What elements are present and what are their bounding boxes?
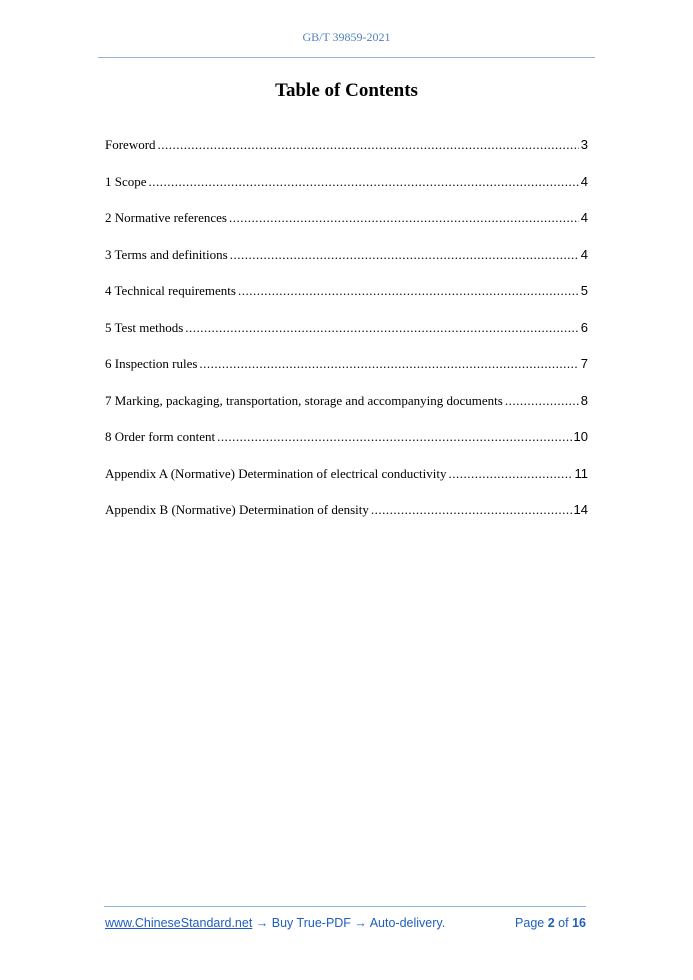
dot-leader bbox=[449, 466, 573, 482]
toc-entry-label: 2 Normative references bbox=[105, 210, 227, 225]
toc-entry-scope[interactable] bbox=[105, 174, 588, 211]
page-label: Page bbox=[515, 916, 545, 930]
toc-entry-page: 6 bbox=[580, 319, 588, 335]
dot-leader bbox=[371, 502, 572, 518]
toc-entry-label: 1 Scope bbox=[105, 173, 147, 189]
toc-entry-label: 5 Test methods bbox=[105, 319, 184, 335]
toc-entry-technical-requirements[interactable] bbox=[105, 283, 588, 320]
toc-entry-marking-packaging[interactable] bbox=[105, 393, 588, 430]
dot-leader bbox=[505, 393, 579, 409]
toc-entry-label: Foreword bbox=[105, 137, 156, 152]
footer-divider bbox=[104, 906, 586, 907]
promo-text: → Buy True-PDF → Auto-delivery. bbox=[252, 916, 446, 930]
dot-leader bbox=[238, 283, 579, 299]
toc-entry-order-form[interactable] bbox=[105, 429, 588, 466]
toc-entry-page: 8 bbox=[580, 392, 588, 408]
toc-entry-page: 4 bbox=[580, 210, 588, 225]
toc-entry-label: 3 Terms and definitions bbox=[105, 246, 228, 262]
toc-entry-inspection-rules[interactable] bbox=[105, 356, 588, 393]
toc-entry-label: Appendix A (Normative) Determination of electrical conductivity bbox=[105, 465, 447, 481]
toc-entry-label: 4 Technical requirements bbox=[105, 283, 236, 298]
dot-leader bbox=[230, 247, 579, 263]
standard-code: GB/T 39859-2021 bbox=[302, 30, 391, 44]
dot-leader bbox=[158, 137, 579, 153]
dot-leader bbox=[217, 429, 571, 445]
toc-entry-page: 4 bbox=[580, 173, 588, 189]
header-divider bbox=[98, 57, 595, 58]
toc-title: Table of Contents bbox=[275, 80, 418, 101]
toc-entry-label: 8 Order form content bbox=[105, 429, 216, 444]
toc-entry-normative-references[interactable] bbox=[105, 210, 588, 247]
site-link[interactable]: www.ChineseStandard.net bbox=[105, 916, 253, 930]
page-header bbox=[0, 30, 693, 45]
toc-entry-terms-definitions[interactable] bbox=[105, 247, 588, 284]
toc-entry-foreword[interactable] bbox=[105, 137, 588, 174]
table-of-contents bbox=[105, 137, 588, 539]
toc-entry-label: 6 Inspection rules bbox=[105, 356, 198, 371]
toc-entry-label: 7 Marking, packaging, transportation, storage and accompanying documents bbox=[105, 392, 503, 408]
toc-entry-page: 10 bbox=[573, 429, 588, 444]
toc-entry-page: 11 bbox=[574, 465, 588, 481]
dot-leader bbox=[149, 174, 579, 190]
toc-entry-label: Appendix B (Normative) Determination of density bbox=[105, 502, 369, 517]
page-footer bbox=[105, 916, 586, 930]
total-pages: 16 bbox=[572, 916, 586, 930]
toc-entry-page: 5 bbox=[580, 283, 588, 298]
current-page: 2 bbox=[547, 916, 555, 930]
toc-entry-page: 3 bbox=[580, 137, 588, 152]
dot-leader bbox=[229, 210, 579, 226]
of-label: of bbox=[558, 916, 569, 930]
page-indicator bbox=[515, 916, 586, 930]
footer-promo bbox=[105, 916, 445, 930]
toc-entry-appendix-a[interactable] bbox=[105, 466, 588, 503]
toc-entry-test-methods[interactable] bbox=[105, 320, 588, 357]
dot-leader bbox=[199, 356, 578, 372]
toc-entry-appendix-b[interactable] bbox=[105, 502, 588, 539]
toc-entry-page: 4 bbox=[580, 246, 588, 262]
dot-leader bbox=[185, 320, 578, 336]
toc-entry-page: 14 bbox=[573, 502, 588, 517]
toc-entry-page: 7 bbox=[580, 356, 588, 371]
